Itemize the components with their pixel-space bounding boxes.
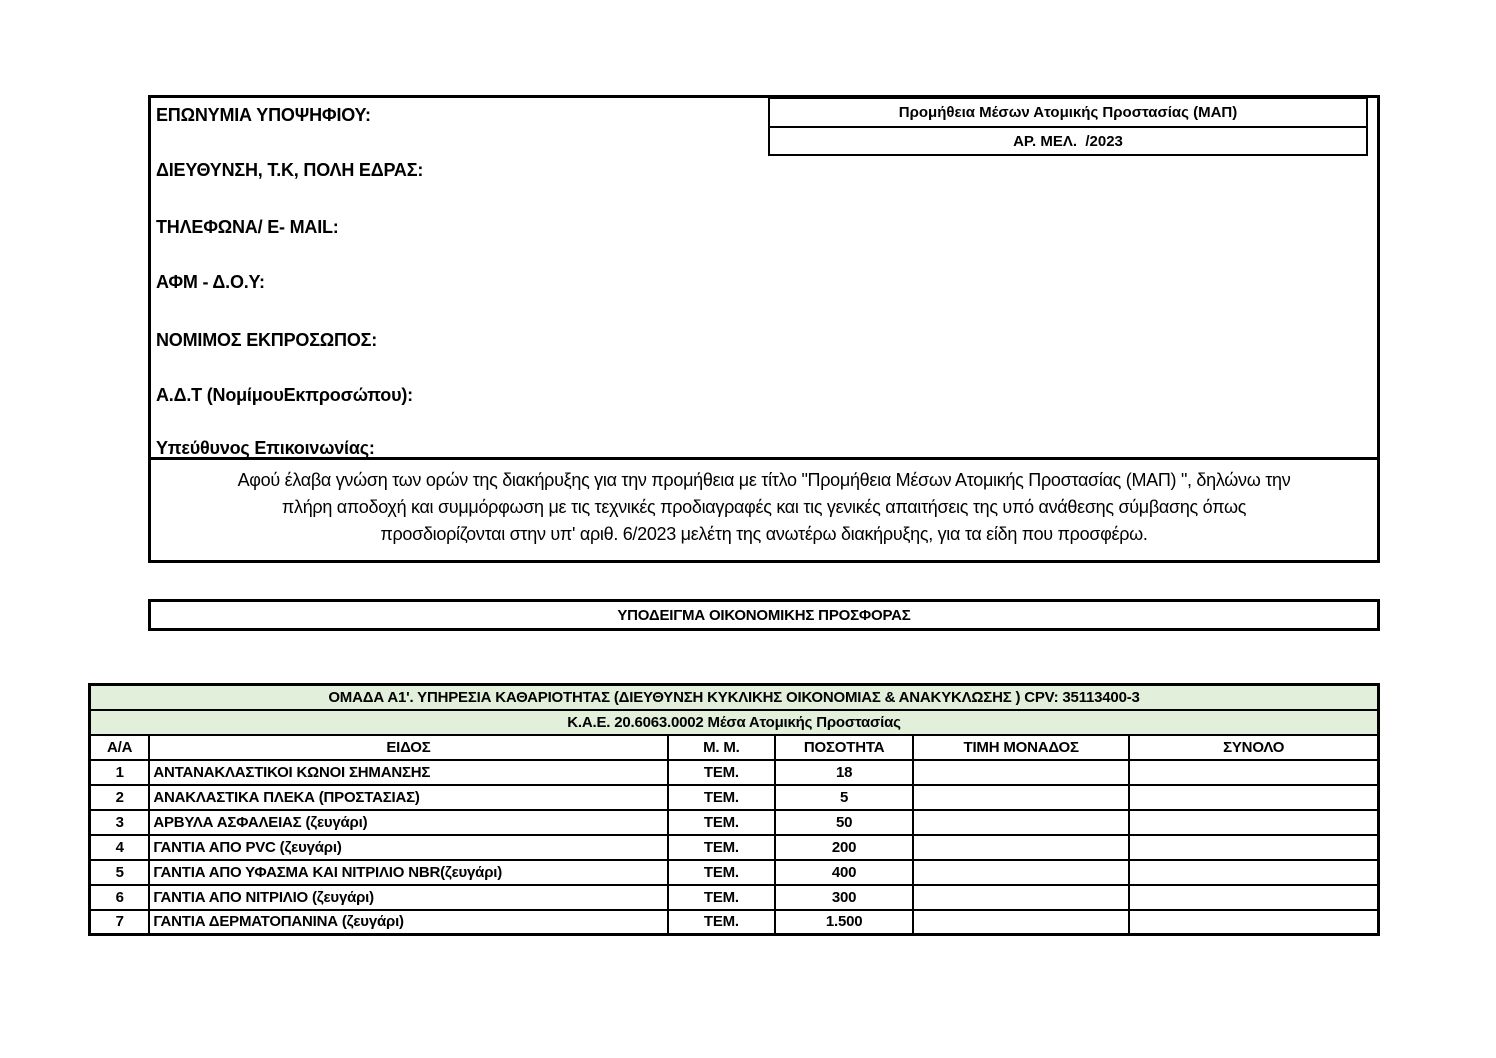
cell-unit-price — [913, 835, 1129, 860]
declaration-text — [151, 457, 1377, 560]
column-header: Α/Α — [90, 735, 150, 760]
cell-unit-price — [913, 860, 1129, 885]
cell-unit-price — [913, 760, 1129, 785]
table-kae-header: Κ.Α.Ε. 20.6063.0002 Μέσα Ατομικής Προστασίας — [90, 710, 1379, 735]
cell-item: ΓΑΝΤΙΑ ΑΠΟ ΥΦΑΣΜΑ ΚΑΙ ΝΙΤΡΙΛΙΟ NBR(ζευγάρι) — [149, 860, 667, 885]
cell-item: ΑΡΒΥΛΑ ΑΣΦΑΛΕΙΑΣ (ζευγάρι) — [149, 810, 667, 835]
cell-total — [1129, 885, 1378, 910]
table-row — [90, 760, 1379, 785]
cell-unit-price — [913, 910, 1129, 935]
cell-total — [1129, 760, 1378, 785]
table-row — [90, 860, 1379, 885]
declaration-line: Αφού έλαβα γνώση των ορών της διακήρυξης για την προμήθεια με τίτλο "Προμήθεια Μέσων Ατομικής Προστασίας (ΜΑΠ) ", δηλώνω την — [237, 470, 1291, 490]
form-field-label: ΝΟΜΙΜΟΣ ΕΚΠΡΟΣΩΠΟΣ: — [156, 330, 378, 350]
cell-item: ΓΑΝΤΙΑ ΑΠΟ ΝΙΤΡΙΛΙΟ (ζευγάρι) — [149, 885, 667, 910]
column-header: ΤΙΜΗ ΜΟΝΑΔΟΣ — [913, 735, 1129, 760]
form-field-label: ΑΦΜ - Δ.Ο.Υ: — [156, 272, 265, 292]
cell-total — [1129, 860, 1378, 885]
cell-unit-price — [913, 810, 1129, 835]
table-row — [90, 885, 1379, 910]
column-header: ΕΙΔΟΣ — [149, 735, 667, 760]
form-field-label: ΤΗΛΕΦΩΝΑ/ E- MAIL: — [156, 217, 339, 237]
column-header: ΠΟΣΟΤΗΤΑ — [775, 735, 913, 760]
table-body — [90, 760, 1379, 935]
cell-total — [1129, 785, 1378, 810]
project-title-box: Προμήθεια Μέσων Ατομικής Προστασίας (ΜΑΠ) — [768, 97, 1368, 128]
cell-item: ΑΝΤΑΝΑΚΛΑΣΤΙΚΟΙ ΚΩΝΟΙ ΣΗΜΑΝΣΗΣ — [149, 760, 667, 785]
cell-total — [1129, 810, 1378, 835]
cell-unit: ΤΕΜ. — [668, 885, 776, 910]
form-field-label: Υπεύθυνος Επικοινωνίας: — [156, 438, 375, 458]
column-header: ΣΥΝΟΛΟ — [1129, 735, 1378, 760]
cell-unit: ΤΕΜ. — [668, 860, 776, 885]
cell-qty: 50 — [775, 810, 913, 835]
table-row — [90, 785, 1379, 810]
declaration-line: πλήρη αποδοχή και συμμόρφωση με τις τεχνικές προδιαγραφές και τις γενικές απαιτήσεις της υπό ανάθεσης σύμβασης όπως — [281, 497, 1247, 517]
form-field-label: Α.Δ.Τ (ΝομίμουΕκπροσώπου): — [156, 385, 413, 405]
section-title: ΥΠΟΔΕΙΓΜΑ ΟΙΚΟΝΟΜΙΚΗΣ ΠΡΟΣΦΟΡΑΣ — [148, 599, 1380, 631]
cell-unit-price — [913, 885, 1129, 910]
form-field-label: ΕΠΩΝΥΜΙΑ ΥΠΟΨΗΦΙΟΥ: — [156, 105, 371, 125]
cell-qty: 400 — [775, 860, 913, 885]
cell-aa: 3 — [90, 810, 150, 835]
cell-aa: 5 — [90, 860, 150, 885]
bidder-details-form — [148, 95, 1380, 563]
column-header: Μ. Μ. — [668, 735, 776, 760]
cell-unit: ΤΕΜ. — [668, 810, 776, 835]
cell-total — [1129, 910, 1378, 935]
column-header-row — [90, 735, 1379, 760]
cell-item: ΓΑΝΤΙΑ ΔΕΡΜΑΤΟΠΑΝΙΝΑ (ζευγάρι) — [149, 910, 667, 935]
cell-qty: 5 — [775, 785, 913, 810]
cell-qty: 1.500 — [775, 910, 913, 935]
table-group-header: ΟΜΑΔΑ Α1'. ΥΠΗΡΕΣΙΑ ΚΑΘΑΡΙΟΤΗΤΑΣ (ΔΙΕΥΘΥΝΣΗ ΚΥΚΛΙΚΗΣ ΟΙΚΟΝΟΜΙΑΣ & ΑΝΑΚΥΚΛΩΣΗΣ ) CPV: 35113400-3 — [90, 685, 1379, 710]
cell-aa: 2 — [90, 785, 150, 810]
cell-unit: ΤΕΜ. — [668, 910, 776, 935]
cell-qty: 200 — [775, 835, 913, 860]
cell-qty: 18 — [775, 760, 913, 785]
cell-aa: 7 — [90, 910, 150, 935]
cell-qty: 300 — [775, 885, 913, 910]
cell-unit-price — [913, 785, 1129, 810]
offer-table — [88, 683, 1380, 936]
cell-unit: ΤΕΜ. — [668, 835, 776, 860]
study-number-box: ΑΡ. ΜΕΛ. /2023 — [768, 128, 1368, 156]
cell-unit: ΤΕΜ. — [668, 760, 776, 785]
table-row — [90, 835, 1379, 860]
form-field-label: ΔΙΕΥΘΥΝΣΗ, Τ.Κ, ΠΟΛΗ ΕΔΡΑΣ: — [156, 160, 424, 180]
cell-total — [1129, 835, 1378, 860]
cell-aa: 4 — [90, 835, 150, 860]
cell-aa: 1 — [90, 760, 150, 785]
table-row — [90, 810, 1379, 835]
cell-item: ΑΝΑΚΛΑΣΤΙΚΑ ΠΛΕΚΑ (ΠΡΟΣΤΑΣΙΑΣ) — [149, 785, 667, 810]
cell-item: ΓΑΝΤΙΑ ΑΠΟ PVC (ζευγάρι) — [149, 835, 667, 860]
cell-unit: ΤΕΜ. — [668, 785, 776, 810]
table-row — [90, 910, 1379, 935]
cell-aa: 6 — [90, 885, 150, 910]
declaration-line: προσδιορίζονται στην υπ' αριθ. 6/2023 μελέτη της ανωτέρω διακήρυξης, για τα είδη που προσφέρω. — [380, 524, 1148, 544]
